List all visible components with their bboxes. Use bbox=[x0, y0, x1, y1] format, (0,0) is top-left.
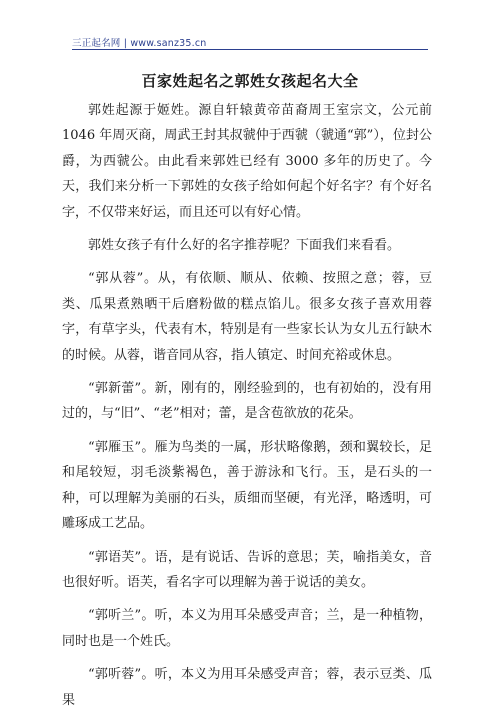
page-header: 三正起名网 | www.sanz35.cn bbox=[72, 38, 207, 49]
paragraph: “郭听兰”。听，本义为用耳朵感受声音；兰，是一种植物，同时也是一个姓氏。 bbox=[62, 608, 432, 649]
paragraph: “郭雁玉”。雁为鸟类的一属，形状略像鹅，颈和翼较长，足和尾较短，羽毛淡紫褐色，善于游泳和飞行。玉，是石头的一种，可以理解为美丽的石头，质细而坚硬，有光泽，略透明，可雕琢成工艺品。 bbox=[62, 439, 432, 532]
document-body bbox=[62, 98, 432, 721]
header-divider bbox=[72, 49, 428, 50]
paragraph: “郭新蕾”。新，刚有的，刚经验到的，也有初始的，没有用过的，与“旧”、“老”相对；蕾，是含苞欲放的花朵。 bbox=[62, 381, 432, 422]
document-title: 百家姓起名之郭姓女孩起名大全 bbox=[141, 72, 359, 90]
paragraph: 郭姓女孩子有什么好的名字推荐呢？下面我们来看看。 bbox=[88, 238, 401, 254]
paragraph: 郭姓起源于姬姓。源自轩辕黄帝苗裔周王室宗文，公元前 1046 年周灭商，周武王封其叔虢仲于西虢（虢通“郭”），位封公爵，为西虢公。由此看来郭姓已经有 3000 多年的历史了。今天，我们来分析一下郭姓的女孩子给如何起个好名字？有个好名字，不仅带来好运，而且还可以有好心情。 bbox=[62, 103, 432, 220]
paragraph: “郭听蓉”。听，本义为用耳朵感受声音；蓉，表示豆类、瓜果 bbox=[62, 667, 432, 708]
paragraph: “郭从蓉”。从，有依顺、顺从、依赖、按照之意；蓉，豆类、瓜果煮熟晒干后磨粉做的糕点馅儿。很多女孩子喜欢用蓉字，有草字头，代表有木，特别是有一些家长认为女儿五行缺木的时候。从蓉，谐音同从容，指人镇定、时间充裕或休息。 bbox=[62, 271, 432, 363]
paragraph: “郭语芙”。语，是有说话、告诉的意思；芙，喻指美女，音也很好听。语芙，看名字可以理解为善于说话的美女。 bbox=[62, 549, 432, 590]
